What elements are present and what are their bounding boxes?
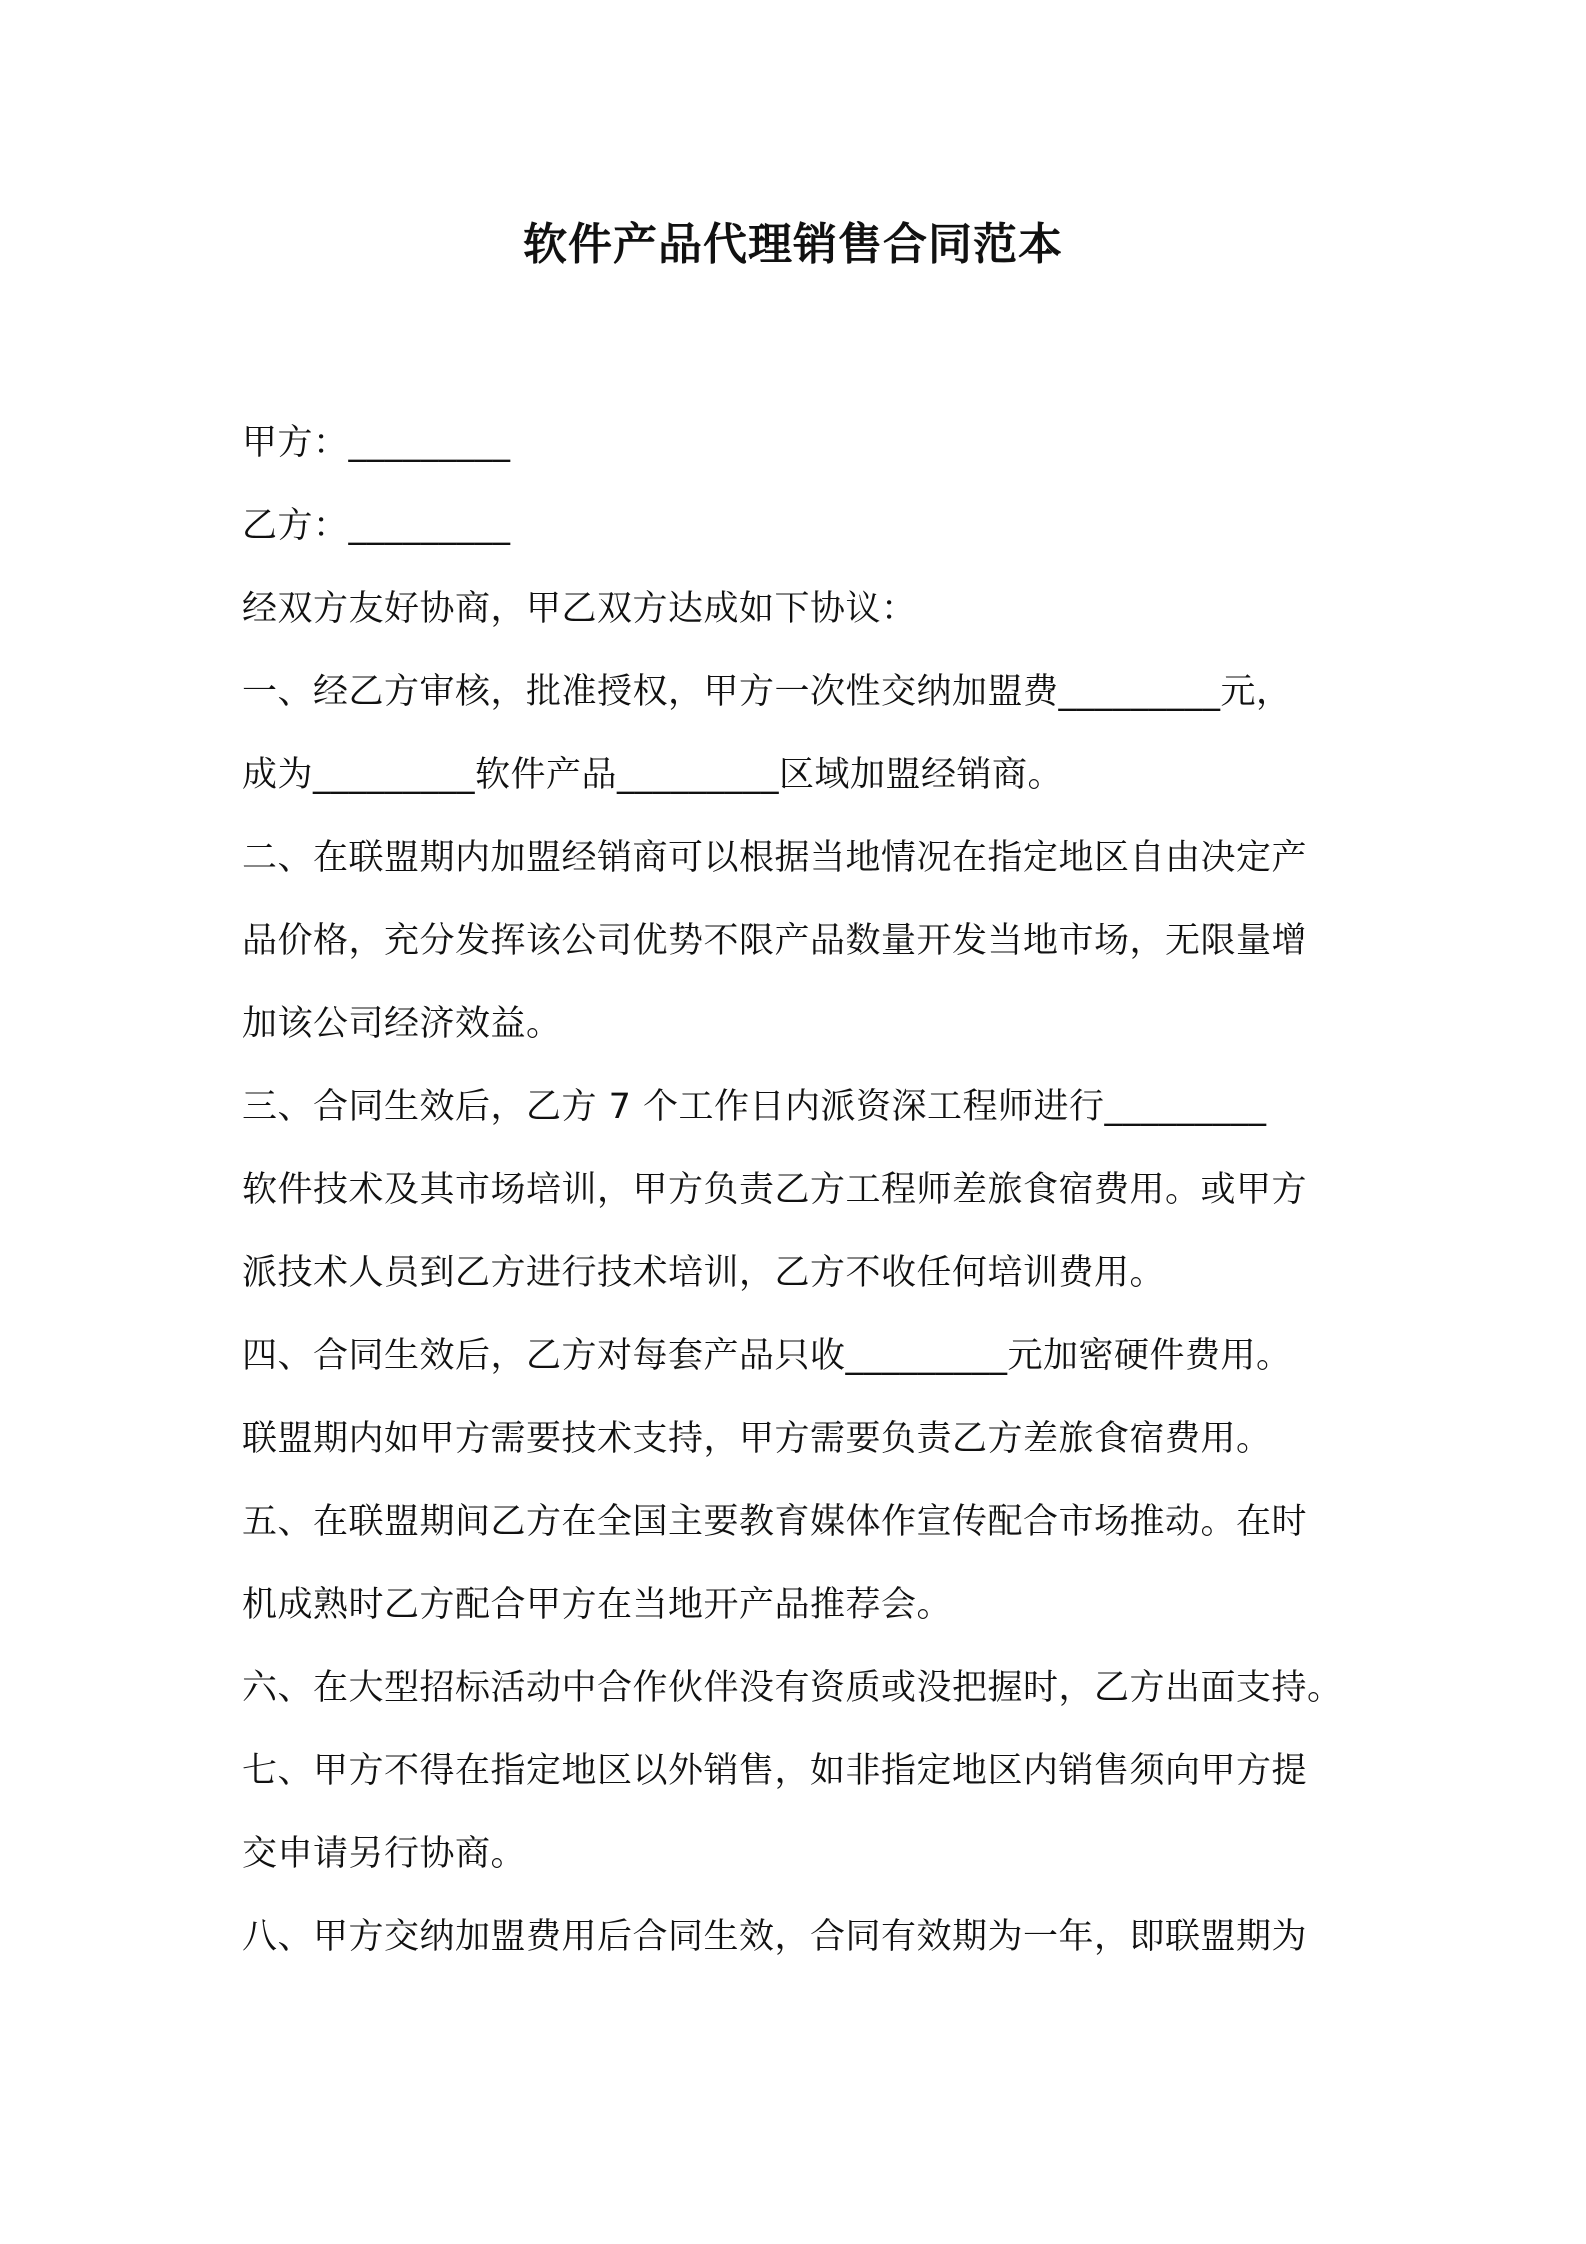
document-title: 软件产品代理销售合同范本: [523, 219, 1063, 270]
clause-8-line-1: 八、甲方交纳加盟费用后合同生效，合同有效期为一年，即联盟期为: [242, 1917, 1308, 1957]
clause-4-line-1: 四、合同生效后，乙方对每套产品只收_________元加密硬件费用。: [242, 1336, 1292, 1376]
clause-7-line-2: 交申请另行协商。: [242, 1834, 527, 1874]
document-body: [242, 402, 1352, 1979]
clause-6-line-1: 六、在大型招标活动中合作伙伴没有资质或没把握时，乙方出面支持。: [242, 1668, 1343, 1708]
clause-3-line-3: 派技术人员到乙方进行技术培训，乙方不收任何培训费用。: [242, 1253, 1166, 1293]
party-a-line: 甲方：_________: [242, 423, 511, 463]
clause-5-line-1: 五、在联盟期间乙方在全国主要教育媒体作宣传配合市场推动。在时: [242, 1502, 1308, 1542]
clause-5-line-2: 机成熟时乙方配合甲方在当地开产品推荐会。: [242, 1585, 953, 1625]
clause-7-line-1: 七、甲方不得在指定地区以外销售，如非指定地区内销售须向甲方提: [242, 1751, 1308, 1791]
agreement-intro: 经双方友好协商，甲乙双方达成如下协议：: [242, 589, 917, 629]
clause-2-line-3: 加该公司经济效益。: [242, 1004, 562, 1044]
clause-3-line-1: 三、合同生效后，乙方 7 个工作日内派资深工程师进行_________: [242, 1087, 1267, 1127]
clause-1-line-1: 一、经乙方审核，批准授权，甲方一次性交纳加盟费_________元，: [242, 672, 1292, 712]
clause-2-line-2: 品价格，充分发挥该公司优势不限产品数量开发当地市场，无限量增: [242, 921, 1308, 961]
clause-2-line-1: 二、在联盟期内加盟经销商可以根据当地情况在指定地区自由决定产: [242, 838, 1308, 878]
clause-3-line-2: 软件技术及其市场培训，甲方负责乙方工程师差旅食宿费用。或甲方: [242, 1170, 1308, 1210]
clause-4-line-2: 联盟期内如甲方需要技术支持，甲方需要负责乙方差旅食宿费用。: [242, 1419, 1272, 1459]
party-b-line: 乙方：_________: [242, 506, 511, 546]
clause-1-line-2: 成为_________软件产品_________区域加盟经销商。: [242, 755, 1064, 795]
